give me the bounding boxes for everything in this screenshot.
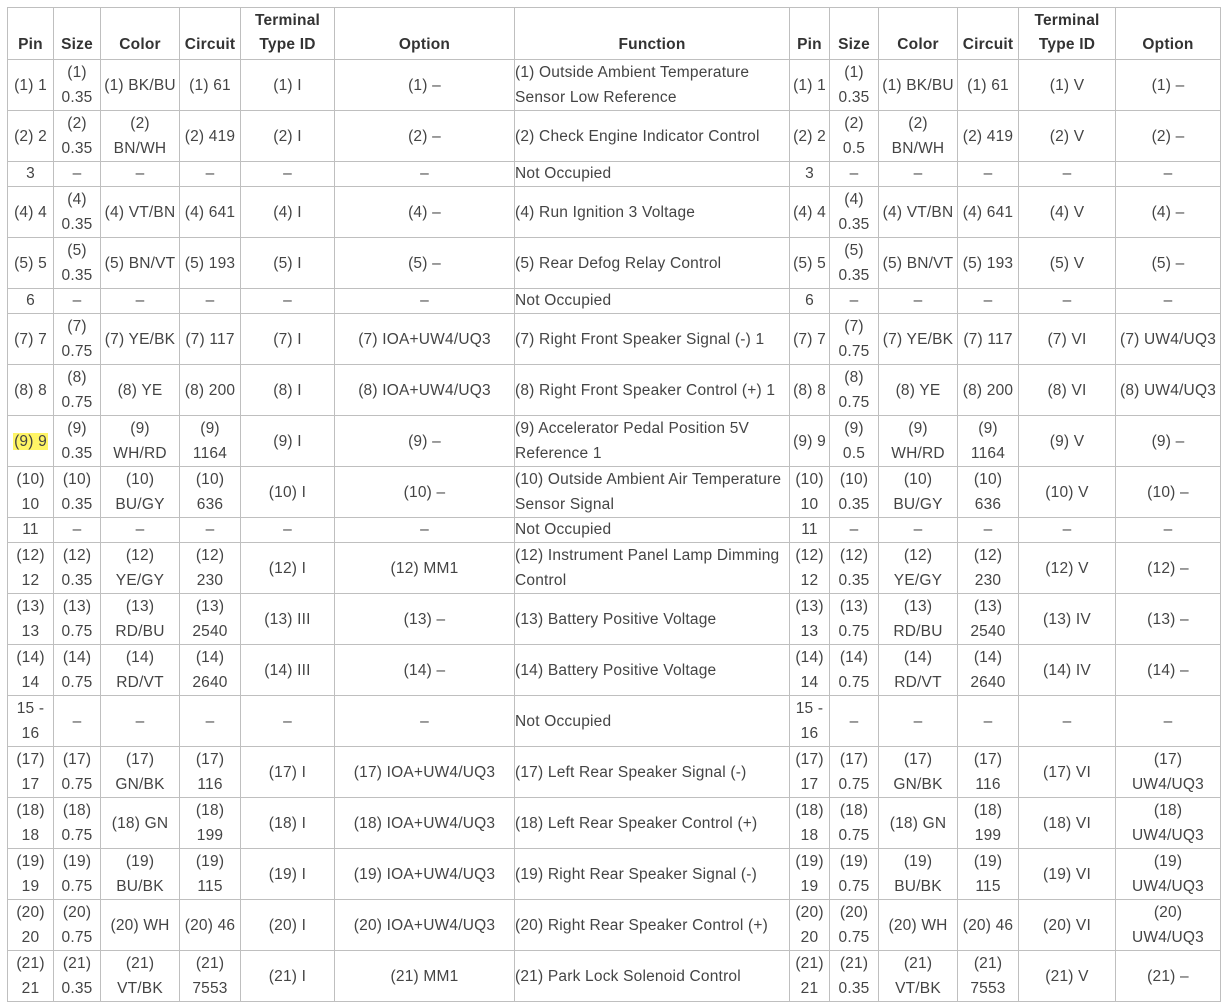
cell-pin-2: (2) 2	[790, 111, 830, 162]
cell-function: (10) Outside Ambient Air Temperature Sensor Signal	[515, 467, 790, 518]
cell-function: (1) Outside Ambient Temperature Sensor Low Reference	[515, 60, 790, 111]
cell-option: (7) IOA+UW4/UQ3	[335, 314, 515, 365]
cell-pin-2: (7) 7	[790, 314, 830, 365]
cell-size-2: –	[830, 696, 879, 747]
cell-size: (9) 0.35	[54, 416, 101, 467]
header-color-2: Color	[879, 8, 958, 60]
cell-color-2: –	[879, 162, 958, 187]
cell-function: (4) Run Ignition 3 Voltage	[515, 187, 790, 238]
cell-color: (2) BN/WH	[101, 111, 180, 162]
cell-size: –	[54, 289, 101, 314]
cell-terminal-type-id-2: (5) V	[1019, 238, 1116, 289]
cell-size-2: (21) 0.35	[830, 951, 879, 1002]
cell-terminal-type-id-2: (4) V	[1019, 187, 1116, 238]
cell-pin-2: 15 - 16	[790, 696, 830, 747]
cell-pin-2: 6	[790, 289, 830, 314]
cell-circuit: –	[180, 289, 241, 314]
cell-function: Not Occupied	[515, 518, 790, 543]
cell-circuit-2: (20) 46	[958, 900, 1019, 951]
cell-pin: (20) 20	[8, 900, 54, 951]
cell-option: (18) IOA+UW4/UQ3	[335, 798, 515, 849]
cell-function: (18) Left Rear Speaker Control (+)	[515, 798, 790, 849]
cell-color-2: (4) VT/BN	[879, 187, 958, 238]
cell-terminal-type-id: (7) I	[241, 314, 335, 365]
cell-circuit: (13) 2540	[180, 594, 241, 645]
table-row	[8, 187, 1221, 238]
cell-color-2: –	[879, 518, 958, 543]
cell-option-2: (2) –	[1116, 111, 1221, 162]
cell-size: (19) 0.75	[54, 849, 101, 900]
cell-terminal-type-id-2: (2) V	[1019, 111, 1116, 162]
table-row	[8, 747, 1221, 798]
header-circuit: Circuit	[180, 8, 241, 60]
cell-option: (2) –	[335, 111, 515, 162]
table-row	[8, 289, 1221, 314]
cell-circuit-2: (21) 7553	[958, 951, 1019, 1002]
cell-function: Not Occupied	[515, 162, 790, 187]
cell-size: (17) 0.75	[54, 747, 101, 798]
cell-size: (20) 0.75	[54, 900, 101, 951]
cell-pin: 3	[8, 162, 54, 187]
cell-pin: 15 - 16	[8, 696, 54, 747]
cell-terminal-type-id: (5) I	[241, 238, 335, 289]
cell-circuit-2: (9) 1164	[958, 416, 1019, 467]
cell-color: –	[101, 162, 180, 187]
cell-circuit: (12) 230	[180, 543, 241, 594]
cell-circuit: (1) 61	[180, 60, 241, 111]
cell-option-2: (13) –	[1116, 594, 1221, 645]
cell-option-2: (18) UW4/UQ3	[1116, 798, 1221, 849]
cell-color: (4) VT/BN	[101, 187, 180, 238]
cell-function: (20) Right Rear Speaker Control (+)	[515, 900, 790, 951]
cell-size: (10) 0.35	[54, 467, 101, 518]
cell-color: (20) WH	[101, 900, 180, 951]
cell-terminal-type-id: –	[241, 518, 335, 543]
cell-color-2: (2) BN/WH	[879, 111, 958, 162]
cell-circuit: –	[180, 162, 241, 187]
cell-terminal-type-id-2: –	[1019, 289, 1116, 314]
cell-pin-2: 3	[790, 162, 830, 187]
cell-pin: (1) 1	[8, 60, 54, 111]
cell-circuit: (19) 115	[180, 849, 241, 900]
cell-size-2: (5) 0.35	[830, 238, 879, 289]
cell-option-2: (20) UW4/UQ3	[1116, 900, 1221, 951]
cell-function: (2) Check Engine Indicator Control	[515, 111, 790, 162]
cell-terminal-type-id: –	[241, 162, 335, 187]
cell-size-2: (9) 0.5	[830, 416, 879, 467]
cell-pin-2: (9) 9	[790, 416, 830, 467]
cell-pin: (5) 5	[8, 238, 54, 289]
cell-color-2: –	[879, 289, 958, 314]
cell-pin: 11	[8, 518, 54, 543]
table-row	[8, 111, 1221, 162]
table-row	[8, 849, 1221, 900]
cell-circuit: (14) 2640	[180, 645, 241, 696]
table-row	[8, 162, 1221, 187]
cell-terminal-type-id-2: –	[1019, 696, 1116, 747]
cell-pin: (2) 2	[8, 111, 54, 162]
cell-circuit-2: (7) 117	[958, 314, 1019, 365]
cell-circuit-2: (17) 116	[958, 747, 1019, 798]
cell-function: (9) Accelerator Pedal Position 5V Reference 1	[515, 416, 790, 467]
cell-circuit-2: (8) 200	[958, 365, 1019, 416]
table-row	[8, 416, 1221, 467]
cell-color: (21) VT/BK	[101, 951, 180, 1002]
cell-circuit: –	[180, 518, 241, 543]
cell-pin-2: (4) 4	[790, 187, 830, 238]
cell-pin-2: (13) 13	[790, 594, 830, 645]
connector-pinout-table	[7, 7, 1221, 1002]
cell-color-2: (1) BK/BU	[879, 60, 958, 111]
cell-option: (8) IOA+UW4/UQ3	[335, 365, 515, 416]
cell-function: (14) Battery Positive Voltage	[515, 645, 790, 696]
cell-color-2: (13) RD/BU	[879, 594, 958, 645]
cell-function: (12) Instrument Panel Lamp Dimming Control	[515, 543, 790, 594]
cell-terminal-type-id-2: (10) V	[1019, 467, 1116, 518]
cell-pin-2: (17) 17	[790, 747, 830, 798]
cell-terminal-type-id-2: (20) VI	[1019, 900, 1116, 951]
table-row	[8, 645, 1221, 696]
header-option: Option	[335, 8, 515, 60]
table-row	[8, 798, 1221, 849]
cell-color: (17) GN/BK	[101, 747, 180, 798]
cell-color: (7) YE/BK	[101, 314, 180, 365]
cell-terminal-type-id: –	[241, 289, 335, 314]
highlighted-pin-label: (9) 9	[14, 432, 47, 450]
cell-pin: (13) 13	[8, 594, 54, 645]
cell-color: –	[101, 518, 180, 543]
cell-option: (20) IOA+UW4/UQ3	[335, 900, 515, 951]
cell-color-2: (17) GN/BK	[879, 747, 958, 798]
cell-option: (19) IOA+UW4/UQ3	[335, 849, 515, 900]
cell-terminal-type-id-2: –	[1019, 518, 1116, 543]
cell-option: (17) IOA+UW4/UQ3	[335, 747, 515, 798]
cell-terminal-type-id: (2) I	[241, 111, 335, 162]
cell-option-2: (10) –	[1116, 467, 1221, 518]
cell-circuit: (5) 193	[180, 238, 241, 289]
cell-circuit-2: (5) 193	[958, 238, 1019, 289]
cell-size: (13) 0.75	[54, 594, 101, 645]
cell-terminal-type-id: (12) I	[241, 543, 335, 594]
cell-pin-2: (19) 19	[790, 849, 830, 900]
cell-option-2: (4) –	[1116, 187, 1221, 238]
cell-color: (1) BK/BU	[101, 60, 180, 111]
cell-option: (1) –	[335, 60, 515, 111]
cell-circuit-2: –	[958, 162, 1019, 187]
cell-option-2: (19) UW4/UQ3	[1116, 849, 1221, 900]
cell-color: (13) RD/BU	[101, 594, 180, 645]
cell-terminal-type-id-2: –	[1019, 162, 1116, 187]
cell-color: –	[101, 289, 180, 314]
table-row	[8, 314, 1221, 365]
cell-color: (14) RD/VT	[101, 645, 180, 696]
cell-circuit-2: (18) 199	[958, 798, 1019, 849]
table-row	[8, 543, 1221, 594]
cell-color-2: (7) YE/BK	[879, 314, 958, 365]
cell-size: (2) 0.35	[54, 111, 101, 162]
cell-size-2: (19) 0.75	[830, 849, 879, 900]
cell-option-2: (1) –	[1116, 60, 1221, 111]
cell-option: (5) –	[335, 238, 515, 289]
table-row	[8, 696, 1221, 747]
cell-pin-2: (8) 8	[790, 365, 830, 416]
cell-option: (4) –	[335, 187, 515, 238]
cell-function: Not Occupied	[515, 696, 790, 747]
cell-color-2: (21) VT/BK	[879, 951, 958, 1002]
cell-terminal-type-id-2: (7) VI	[1019, 314, 1116, 365]
cell-function: (17) Left Rear Speaker Signal (-)	[515, 747, 790, 798]
cell-size-2: (1) 0.35	[830, 60, 879, 111]
cell-pin: (8) 8	[8, 365, 54, 416]
cell-terminal-type-id: (10) I	[241, 467, 335, 518]
cell-option-2: (7) UW4/UQ3	[1116, 314, 1221, 365]
cell-color: –	[101, 696, 180, 747]
cell-option: (14) –	[335, 645, 515, 696]
cell-function: (8) Right Front Speaker Control (+) 1	[515, 365, 790, 416]
table-row	[8, 238, 1221, 289]
cell-terminal-type-id-2: (9) V	[1019, 416, 1116, 467]
cell-color-2: (14) RD/VT	[879, 645, 958, 696]
cell-color: (19) BU/BK	[101, 849, 180, 900]
table-row	[8, 60, 1221, 111]
cell-size: (7) 0.75	[54, 314, 101, 365]
cell-color-2: (19) BU/BK	[879, 849, 958, 900]
cell-size-2: –	[830, 162, 879, 187]
cell-circuit: (2) 419	[180, 111, 241, 162]
cell-size-2: (8) 0.75	[830, 365, 879, 416]
cell-color-2: (18) GN	[879, 798, 958, 849]
cell-circuit: (18) 199	[180, 798, 241, 849]
cell-option: (10) –	[335, 467, 515, 518]
header-row	[8, 8, 1221, 60]
header-pin-2: Pin	[790, 8, 830, 60]
cell-option-2: (8) UW4/UQ3	[1116, 365, 1221, 416]
cell-terminal-type-id: (14) III	[241, 645, 335, 696]
cell-color-2: (10) BU/GY	[879, 467, 958, 518]
cell-terminal-type-id: (18) I	[241, 798, 335, 849]
cell-terminal-type-id: –	[241, 696, 335, 747]
header-color: Color	[101, 8, 180, 60]
cell-pin: (18) 18	[8, 798, 54, 849]
cell-option-2: –	[1116, 162, 1221, 187]
cell-terminal-type-id-2: (12) V	[1019, 543, 1116, 594]
cell-terminal-type-id-2: (14) IV	[1019, 645, 1116, 696]
cell-option-2: (12) –	[1116, 543, 1221, 594]
cell-pin-2: (20) 20	[790, 900, 830, 951]
cell-color: (8) YE	[101, 365, 180, 416]
header-terminal-type-id: Terminal Type ID	[241, 8, 335, 60]
header-function: Function	[515, 8, 790, 60]
cell-circuit: (21) 7553	[180, 951, 241, 1002]
cell-function: Not Occupied	[515, 289, 790, 314]
cell-color: (5) BN/VT	[101, 238, 180, 289]
cell-size-2: (18) 0.75	[830, 798, 879, 849]
cell-option-2: –	[1116, 696, 1221, 747]
cell-terminal-type-id: (8) I	[241, 365, 335, 416]
cell-terminal-type-id: (4) I	[241, 187, 335, 238]
cell-size: (21) 0.35	[54, 951, 101, 1002]
cell-option-2: (14) –	[1116, 645, 1221, 696]
cell-color-2: (20) WH	[879, 900, 958, 951]
cell-circuit-2: (12) 230	[958, 543, 1019, 594]
cell-terminal-type-id: (13) III	[241, 594, 335, 645]
cell-size-2: (10) 0.35	[830, 467, 879, 518]
cell-function: (21) Park Lock Solenoid Control	[515, 951, 790, 1002]
cell-terminal-type-id: (19) I	[241, 849, 335, 900]
cell-function: (7) Right Front Speaker Signal (-) 1	[515, 314, 790, 365]
header-option-2: Option	[1116, 8, 1221, 60]
cell-circuit: –	[180, 696, 241, 747]
cell-circuit: (10) 636	[180, 467, 241, 518]
cell-circuit-2: –	[958, 696, 1019, 747]
header-size: Size	[54, 8, 101, 60]
cell-option: –	[335, 696, 515, 747]
cell-color-2: (12) YE/GY	[879, 543, 958, 594]
cell-size: –	[54, 696, 101, 747]
cell-function: (19) Right Rear Speaker Signal (-)	[515, 849, 790, 900]
cell-size-2: (13) 0.75	[830, 594, 879, 645]
table-row	[8, 467, 1221, 518]
cell-size: (12) 0.35	[54, 543, 101, 594]
cell-color: (12) YE/GY	[101, 543, 180, 594]
cell-size-2: (4) 0.35	[830, 187, 879, 238]
cell-color-2: –	[879, 696, 958, 747]
cell-option-2: (5) –	[1116, 238, 1221, 289]
cell-pin-2: (5) 5	[790, 238, 830, 289]
cell-terminal-type-id-2: (1) V	[1019, 60, 1116, 111]
cell-size: (4) 0.35	[54, 187, 101, 238]
cell-circuit: (8) 200	[180, 365, 241, 416]
cell-size-2: –	[830, 289, 879, 314]
cell-circuit-2: (14) 2640	[958, 645, 1019, 696]
cell-circuit-2: (1) 61	[958, 60, 1019, 111]
cell-terminal-type-id-2: (19) VI	[1019, 849, 1116, 900]
cell-terminal-type-id-2: (17) VI	[1019, 747, 1116, 798]
table-row	[8, 594, 1221, 645]
cell-circuit: (4) 641	[180, 187, 241, 238]
cell-size-2: (20) 0.75	[830, 900, 879, 951]
cell-circuit: (20) 46	[180, 900, 241, 951]
cell-pin-2: (1) 1	[790, 60, 830, 111]
cell-size: –	[54, 162, 101, 187]
cell-terminal-type-id: (17) I	[241, 747, 335, 798]
cell-option: (12) MM1	[335, 543, 515, 594]
cell-option-2: –	[1116, 518, 1221, 543]
cell-option: –	[335, 162, 515, 187]
cell-size-2: (7) 0.75	[830, 314, 879, 365]
cell-option-2: (17) UW4/UQ3	[1116, 747, 1221, 798]
cell-size-2: (14) 0.75	[830, 645, 879, 696]
cell-color: (18) GN	[101, 798, 180, 849]
cell-circuit-2: (10) 636	[958, 467, 1019, 518]
cell-color-2: (9) WH/RD	[879, 416, 958, 467]
cell-pin: (19) 19	[8, 849, 54, 900]
table-row	[8, 365, 1221, 416]
cell-pin: (17) 17	[8, 747, 54, 798]
cell-pin-2: (14) 14	[790, 645, 830, 696]
cell-pin: (10) 10	[8, 467, 54, 518]
cell-pin: (12) 12	[8, 543, 54, 594]
cell-option-2: (21) –	[1116, 951, 1221, 1002]
cell-size: (18) 0.75	[54, 798, 101, 849]
cell-size: (8) 0.75	[54, 365, 101, 416]
header-terminal-type-id-2: Terminal Type ID	[1019, 8, 1116, 60]
cell-function: (5) Rear Defog Relay Control	[515, 238, 790, 289]
cell-terminal-type-id-2: (21) V	[1019, 951, 1116, 1002]
table-row	[8, 900, 1221, 951]
cell-option: (21) MM1	[335, 951, 515, 1002]
cell-circuit-2: (2) 419	[958, 111, 1019, 162]
cell-circuit-2: (4) 641	[958, 187, 1019, 238]
cell-circuit-2: (19) 115	[958, 849, 1019, 900]
cell-circuit: (7) 117	[180, 314, 241, 365]
cell-terminal-type-id: (1) I	[241, 60, 335, 111]
cell-color: (9) WH/RD	[101, 416, 180, 467]
header-pin: Pin	[8, 8, 54, 60]
cell-size-2: –	[830, 518, 879, 543]
cell-pin-2: (10) 10	[790, 467, 830, 518]
cell-option: –	[335, 289, 515, 314]
cell-pin-2: 11	[790, 518, 830, 543]
header-circuit-2: Circuit	[958, 8, 1019, 60]
cell-pin: (7) 7	[8, 314, 54, 365]
cell-size: (1) 0.35	[54, 60, 101, 111]
cell-size-2: (2) 0.5	[830, 111, 879, 162]
cell-color: (10) BU/GY	[101, 467, 180, 518]
cell-option-2: (9) –	[1116, 416, 1221, 467]
cell-size: –	[54, 518, 101, 543]
cell-size-2: (17) 0.75	[830, 747, 879, 798]
cell-terminal-type-id: (20) I	[241, 900, 335, 951]
cell-pin-2: (18) 18	[790, 798, 830, 849]
cell-circuit-2: (13) 2540	[958, 594, 1019, 645]
cell-pin: (4) 4	[8, 187, 54, 238]
cell-terminal-type-id-2: (8) VI	[1019, 365, 1116, 416]
cell-pin-2: (21) 21	[790, 951, 830, 1002]
cell-option: (13) –	[335, 594, 515, 645]
header-size-2: Size	[830, 8, 879, 60]
cell-color-2: (8) YE	[879, 365, 958, 416]
cell-circuit-2: –	[958, 289, 1019, 314]
cell-option: (9) –	[335, 416, 515, 467]
cell-terminal-type-id-2: (13) IV	[1019, 594, 1116, 645]
cell-pin: (14) 14	[8, 645, 54, 696]
cell-size-2: (12) 0.35	[830, 543, 879, 594]
cell-circuit: (9) 1164	[180, 416, 241, 467]
cell-option-2: –	[1116, 289, 1221, 314]
cell-pin	[8, 416, 54, 467]
cell-circuit-2: –	[958, 518, 1019, 543]
cell-color-2: (5) BN/VT	[879, 238, 958, 289]
cell-size: (14) 0.75	[54, 645, 101, 696]
cell-pin: (21) 21	[8, 951, 54, 1002]
cell-option: –	[335, 518, 515, 543]
cell-function: (13) Battery Positive Voltage	[515, 594, 790, 645]
table-row	[8, 951, 1221, 1002]
cell-terminal-type-id: (9) I	[241, 416, 335, 467]
cell-terminal-type-id: (21) I	[241, 951, 335, 1002]
table-row	[8, 518, 1221, 543]
cell-pin: 6	[8, 289, 54, 314]
cell-terminal-type-id-2: (18) VI	[1019, 798, 1116, 849]
cell-size: (5) 0.35	[54, 238, 101, 289]
cell-pin-2: (12) 12	[790, 543, 830, 594]
cell-circuit: (17) 116	[180, 747, 241, 798]
